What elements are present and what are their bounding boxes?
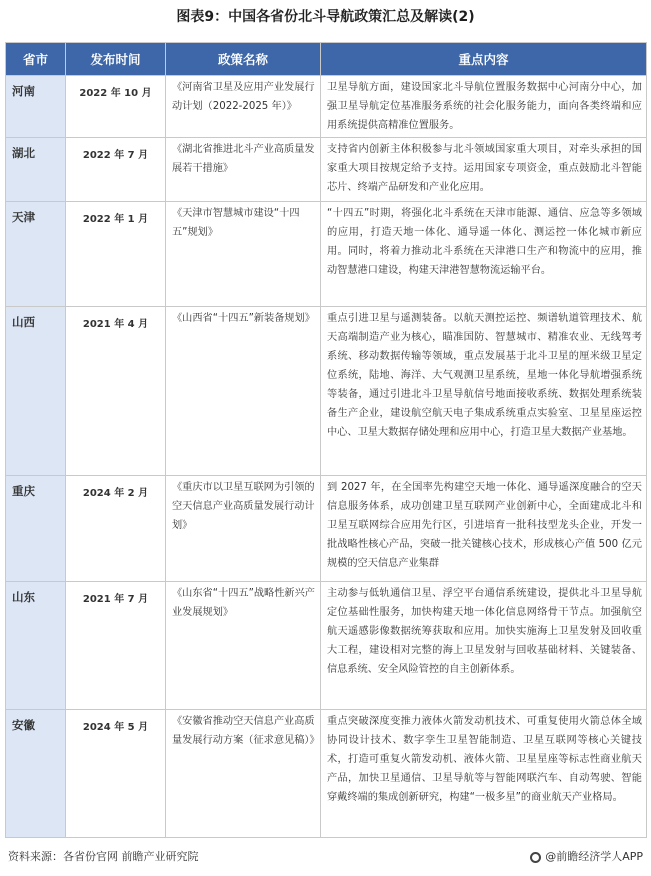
- source-note: 资料来源：各省份官网 前瞻产业研究院: [8, 850, 199, 863]
- policy-cell: 《山东省“十四五”战略性新兴产业发展规划》: [166, 582, 321, 710]
- province-cell: 山西: [6, 307, 66, 476]
- header-date: 发布时间: [66, 43, 166, 76]
- logo-icon: [530, 852, 541, 863]
- table-row: [6, 202, 647, 307]
- province-cell: 安徽: [6, 710, 66, 838]
- content-cell: 支持省内创新主体积极参与北斗领域国家重大项目，对牵头承担的国家重大项目按规定给予支持。运用国家专项资金，重点鼓励北斗智能芯片、终端产品研发和产业化应用。: [321, 138, 647, 202]
- content-cell: 重点突破深度变推力液体火箭发动机技术、可重复使用火箭总体全域协同设计技术、数字孪生卫星智能制造、卫星互联网等核心关键技术，打造可重复火箭发动机、液体火箭、卫星星座等标志性商业航天产品，加快卫星通信、卫星导航等与智能网联汽车、自动驾驶、智能穿戴终端的集成创新研究，构建“一极多星”的商业航天产业格局。: [321, 710, 647, 838]
- policy-cell: 《河南省卫星及应用产业发展行动计划（2022-2025 年）》: [166, 76, 321, 138]
- province-cell: 重庆: [6, 476, 66, 582]
- header-policy: 政策名称: [166, 43, 321, 76]
- content-cell: 重点引进卫星与遥测装备。以航天测控运控、频谱轨道管理技术、航天高端制造产业为核心，瞄准国防、智慧城市、精准农业、无线驾考系统、移动数据传输等领域，重点发展基于北斗卫星的厘米级卫星定位系统，陆地、海洋、大气观测卫星系统，星地一体化导航增强系统等装备，通过引进北斗卫星导航信号地面接收系统、数据处理系统装备生产企业，建设航空航天电子集成系统重点实验室、卫星星座运控中心、卫星大数据存储处理和应用中心，打造卫星大数据产业基地。: [321, 307, 647, 476]
- content-cell: 到 2027 年，在全国率先构建空天地一体化、通导遥深度融合的空天信息服务体系，成功创建卫星互联网产业创新中心，全面建成北斗和卫星互联网综合应用先行区，引进培育一批科技型龙头企业，开发一批战略性核心产品，突破一批关键核心技术，形成核心产值 500 亿元规模的空天信息产业集群: [321, 476, 647, 582]
- policy-table: [5, 42, 647, 838]
- policy-cell: 《山西省“十四五”新装备规划》: [166, 307, 321, 476]
- province-cell: 湖北: [6, 138, 66, 202]
- table-row: [6, 710, 647, 838]
- date-cell: 2024 年 2 月: [66, 476, 166, 582]
- content-cell: 主动参与低轨通信卫星、浮空平台通信系统建设，提供北斗卫星导航定位基础性服务，加快构建天地一体化信息网络骨干节点。加强航空航天遥感影像数据统筹获取和应用。加快实施海上卫星发射及回收重大工程，建设相对完整的海上卫星发射与回收基础材料、关键装备、信息系统、安全风险管控的自主创新体系。: [321, 582, 647, 710]
- table-row: [6, 138, 647, 202]
- table-row: [6, 476, 647, 582]
- brand-credit: [530, 848, 643, 866]
- brand-text: @前瞻经济学人APP: [545, 850, 643, 863]
- table-row: [6, 307, 647, 476]
- date-cell: 2024 年 5 月: [66, 710, 166, 838]
- province-cell: 河南: [6, 76, 66, 138]
- province-cell: 山东: [6, 582, 66, 710]
- province-cell: 天津: [6, 202, 66, 307]
- policy-cell: 《湖北省推进北斗产业高质量发展若干措施》: [166, 138, 321, 202]
- table-header-row: [6, 43, 647, 76]
- page-title: 图表9：中国各省份北斗导航政策汇总及解读(2): [176, 9, 475, 25]
- table-row: [6, 76, 647, 138]
- header-content: 重点内容: [321, 43, 647, 76]
- content-cell: 卫星导航方面，建设国家北斗导航位置服务数据中心河南分中心，加强卫星导航定位基准服务系统的社会化服务能力，面向各类终端和应用系统提供高精准位置服务。: [321, 76, 647, 138]
- date-cell: 2022 年 1 月: [66, 202, 166, 307]
- date-cell: 2022 年 10 月: [66, 76, 166, 138]
- header-province: 省市: [6, 43, 66, 76]
- date-cell: 2021 年 7 月: [66, 582, 166, 710]
- policy-cell: 《天津市智慧城市建设“十四五”规划》: [166, 202, 321, 307]
- date-cell: 2021 年 4 月: [66, 307, 166, 476]
- policy-cell: 《安徽省推动空天信息产业高质量发展行动方案（征求意见稿）》: [166, 710, 321, 838]
- table-row: [6, 582, 647, 710]
- policy-cell: 《重庆市以卫星互联网为引领的空天信息产业高质量发展行动计划》: [166, 476, 321, 582]
- date-cell: 2022 年 7 月: [66, 138, 166, 202]
- content-cell: “十四五”时期，将强化北斗系统在天津市能源、通信、应急等多领域的应用，打造天地一体化、通导遥一体化、测运控一体化城市新应用。同时，将着力推动北斗系统在天津港口生产和物流中的应用，推动智慧港口建设，构建天津港智慧物流运输平台。: [321, 202, 647, 307]
